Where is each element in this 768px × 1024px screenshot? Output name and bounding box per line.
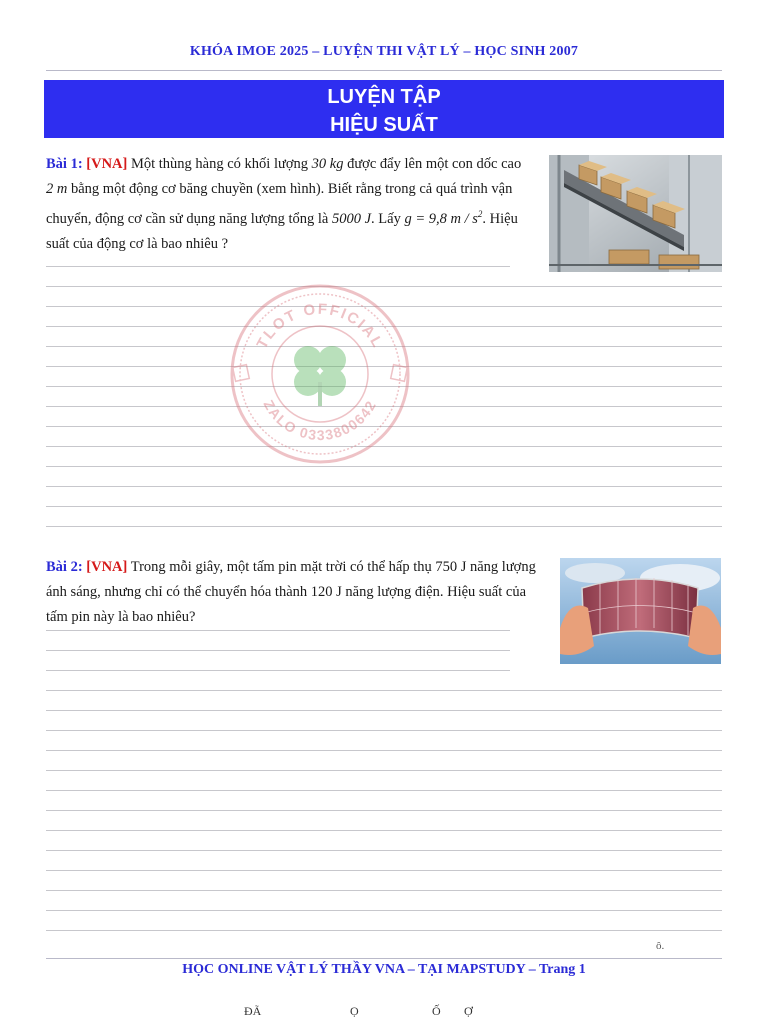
header-divider <box>46 70 722 71</box>
answer-line <box>46 630 510 631</box>
bottom-char: Ố <box>432 1004 441 1018</box>
conveyor-belt-image <box>549 155 722 272</box>
answer-line <box>46 690 722 691</box>
answer-line <box>46 830 722 831</box>
page-footer: HỌC ONLINE VẬT LÝ THẦY VNA – TẠI MAPSTUDY – Trang 1 <box>182 962 586 977</box>
answer-line <box>46 466 722 467</box>
answer-line <box>46 506 722 507</box>
answer-line <box>46 730 722 731</box>
answer-line <box>46 670 510 671</box>
stamp-bottom-text: ZALO 0333800642 <box>260 397 380 444</box>
answer-line <box>46 930 722 931</box>
problem-2-tag: [VNA] <box>86 559 128 575</box>
problem-1-text-a: Một thùng hàng có khối lượng <box>127 156 312 172</box>
corner-mark: ô. <box>656 940 665 952</box>
answer-line <box>46 526 722 527</box>
problem-1-text-b: được đẩy lên một con dốc cao <box>343 156 522 172</box>
problem-1-tag: [VNA] <box>86 156 128 172</box>
answer-line <box>46 750 722 751</box>
banner-title-line2: HIỆU SUẤT <box>330 114 438 136</box>
problem-1-gravity <box>404 211 482 227</box>
banner-title-line1: LUYỆN TẬP <box>327 86 441 108</box>
stamp-watermark <box>228 282 412 466</box>
bottom-char: Ợ <box>464 1004 473 1018</box>
problem-2 <box>46 555 550 630</box>
answer-line <box>46 266 510 267</box>
answer-line <box>46 650 510 651</box>
answer-line <box>46 910 722 911</box>
problem-2-text: Trong mỗi giây, một tấm pin mặt trời có thể hấp thụ 750 J năng lượng ánh sáng, nhưng chỉ có thể chuyển hóa thành 120 J năng lượng điện. Hiệu suất của tấm pin này là bao nhiêu? <box>46 559 536 625</box>
answer-line <box>46 890 722 891</box>
solar-panel-image <box>560 558 721 664</box>
clover-icon <box>294 346 346 406</box>
bottom-char: Ọ <box>350 1004 359 1018</box>
stamp-top-text: TLOT OFFICIAL <box>253 300 387 352</box>
problem-1-label: Bài 1: <box>46 156 83 172</box>
answer-line <box>46 810 722 811</box>
problem-1-text-d: . Lấy <box>371 210 405 227</box>
course-header: KHÓA IMOE 2025 – LUYỆN THI VẬT LÝ – HỌC SINH 2007 <box>189 44 579 59</box>
title-banner <box>44 80 724 138</box>
answer-line <box>46 710 722 711</box>
answer-line <box>46 870 722 871</box>
problem-1-height: 2 m <box>46 181 68 197</box>
answer-line <box>46 486 722 487</box>
answer-line <box>46 790 722 791</box>
problem-1-text-c: bằng một động cơ băng chuyền (xem hình). Biết rằng trong cả quá trình vận chuyển, động cơ cần sử dụng năng lượng tổng là <box>46 181 513 227</box>
answer-line <box>46 770 722 771</box>
problem-1-gravity-expr: g = 9,8 m / s <box>404 210 478 227</box>
problem-2-label: Bài 2: <box>46 559 83 575</box>
problem-1-text-e: . Hiệu suất của động cơ là bao nhiêu ? <box>46 210 518 252</box>
problem-1-energy: 5000 J <box>331 210 372 227</box>
problem-1-mass: 30 kg <box>311 156 344 172</box>
bottom-char: ĐÃ <box>244 1004 262 1018</box>
problem-1-gravity-sup: 2 <box>477 209 483 219</box>
answer-line <box>46 850 722 851</box>
footer-divider <box>46 958 722 959</box>
problem-1 <box>46 152 532 257</box>
